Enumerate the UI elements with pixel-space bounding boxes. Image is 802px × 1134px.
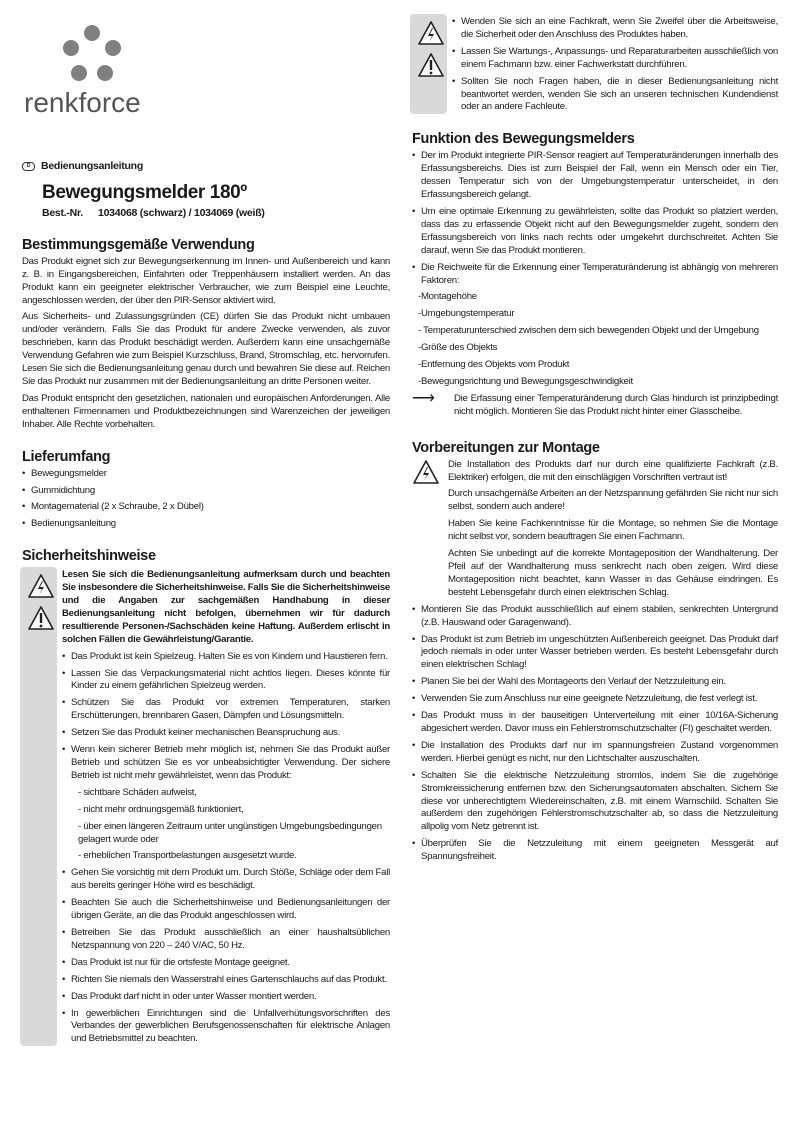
sub-item: -Bewegungsrichtung und Bewegungsgeschwindigkeit: [418, 375, 633, 387]
bullet-item: • In gewerblichen Einrichtungen sind die Unfallverhütungsvorschriften des Verbandes der gewerblichen Berufsgenossenschaften für elektrische Anlagen und Betriebsmittel zu beachten.: [62, 1008, 390, 1047]
bullet-item: • Lassen Sie Wartungs-, Anpassungs- und Reparaturarbeiten ausschließlich von einem Fachmann bzw. einer Fachwerkstatt durchführen.: [452, 46, 778, 72]
bullet-item: • Das Produkt ist kein Spielzeug. Halten Sie es von Kindern und Haustieren fern.: [62, 651, 390, 664]
sub-item: -Montagehöhe: [418, 291, 477, 303]
language-de-icon: D: [22, 162, 35, 171]
bullet-item: • Gehen Sie vorsichtig mit dem Produkt um. Durch Stöße, Schläge oder dem Fall aus bereits geringer Höhe wird es beschädigt.: [62, 867, 390, 893]
arrow-right-icon: ⟶: [412, 389, 435, 407]
sub-item: -Umgebungstemperatur: [418, 308, 515, 320]
bullet-item: • Wenden Sie sich an eine Fachkraft, wenn Sie Zweifel über die Arbeitsweise, die Sicherheit oder den Anschluss des Produktes haben.: [452, 16, 778, 42]
sub-item: -Größe des Objekts: [418, 342, 498, 354]
safety-box: [22, 567, 390, 1046]
warning-texts: [448, 459, 778, 604]
safety-sidebar: [20, 567, 57, 1046]
warning-text: Haben Sie keine Fachkenntnisse für die Montage, so nehmen Sie die Montage nicht selbst vor, sondern beauftragen Sie einen Fachmann.: [448, 518, 778, 543]
sub-item: - über einen längeren Zeitraum unter ungünstigen Umgebungsbedingungen gelagert wurde oder: [78, 820, 382, 845]
page-title: Bewegungsmelder 180º: [42, 181, 247, 203]
section-heading: Funktion des Bewegungsmelders: [412, 131, 635, 148]
warning-icon: [27, 605, 55, 631]
bullet-item: • Wenn kein sicherer Betrieb mehr möglich ist, nehmen Sie das Produkt außer Betrieb und schützen Sie es vor unbeabsichtigter Verwendung. Der sichere Betrieb ist nicht mehr gewährleistet, wenn das Produkt:: [62, 744, 390, 783]
bullet-item: • Das Produkt ist nur für die ortsfeste Montage geeignet.: [62, 957, 390, 970]
high-voltage-icon: [412, 459, 440, 604]
doc-type: [22, 160, 390, 173]
high-voltage-icon: [417, 20, 445, 46]
sub-item: - nicht mehr ordnungsgemäß funktioniert,: [78, 803, 244, 815]
warning-text: Achten Sie unbedingt auf die korrekte Montageposition der Wandhalterung. Der Pfeil auf der Wandhalterung muss senkrecht nach oben zeigen. Wird diese Montageposition nicht beachtet, kann Wasser in das Gehäuse eindringen. Es besteht Lebensgefahr durch einen elektrischen Schlag.: [448, 548, 778, 598]
left-body: [22, 236, 390, 1046]
sub-item: -Entfernung des Objekts vom Produkt: [418, 359, 570, 371]
bullet-item: • Das Produkt ist zum Betrieb im ungeschützten Außenbereich geeignet. Das Produkt darf jedoch niemals in oder unter Wasser betrieben werden. Es besteht Lebensgefahr durch einen elektrischen Schlag!: [412, 634, 778, 673]
bullet-item: • Sollten Sie noch Fragen haben, die in dieser Bedienungsanleitung nicht beantwortet werden, wenden Sie sich an unseren technischen Kundendienst oder an andere Fachleute.: [452, 76, 778, 115]
note-text: Die Erfassung einer Temperaturänderung durch Glas hindurch ist prinzipbedingt nicht möglich. Montieren Sie das Produkt nicht hinter einer Glasscheibe.: [454, 392, 778, 417]
warning-icon: [417, 52, 445, 78]
section-heading: Lieferumfang: [22, 448, 111, 465]
bullet-item: • Die Reichweite für die Erkennung einer Temperaturänderung ist abhängig von mehreren Faktoren:: [412, 262, 778, 288]
safety-content: [452, 14, 778, 114]
bullet-item: • Verwenden Sie zum Anschluss nur eine geeignete Netzzuleitung, die fest verlegt ist.: [412, 693, 778, 706]
warning-block: [412, 459, 778, 604]
bullet-item: • Richten Sie niemals den Wasserstrahl eines Gartenschlauchs auf das Produkt.: [62, 974, 390, 987]
bullet-item: • Betreiben Sie das Produkt ausschließlich an einer haushaltsüblichen Netzspannung von 220 – 240 V/AC, 50 Hz.: [62, 927, 390, 953]
bullet-item: • Der im Produkt integrierte PIR-Sensor reagiert auf Temperaturänderungen innerhalb des Erfassungsbereichs. Dies ist zum Beispiel der Fall, wenn ein Mensch oder ein Tier, dessen Temperatur sich von der Umgebungstemperatur unterscheidet, in den Erfassungsbereich gelangt.: [412, 150, 778, 202]
section-heading: Bestimmungsgemäße Verwendung: [22, 236, 255, 253]
sub-item: - sichtbare Schäden aufweist,: [78, 786, 197, 798]
bullet-item: • Um eine optimale Erkennung zu gewährleisten, sollte das Produkt so platziert werden, dass das zu erfassende Objekt nicht auf den Bewegungsmelder zugeht, sondern den Erfassungsbereich von links nach rechts oder umgekehrt durchschreitet. Achten Sie darauf, wenn Sie das Produkt montieren.: [412, 206, 778, 258]
svg-text:renkforce: renkforce: [24, 87, 141, 118]
bullet-item: • Bedienungsanleitung: [22, 518, 390, 531]
paragraph: Das Produkt eignet sich zur Bewegungserkennung im Innen- und Außenbereich und kann z. B. in Eingangsbereichen, Einfahrten oder Treppenhäusern installiert werden. An das Produkt kann ein geeigneter elektrischer Verbraucher, wie zum Beispiel eine Leuchte, angeschlossen werden, der über den PIR-Sensor aktiviert wird.: [22, 255, 390, 306]
bullet-item: • Planen Sie bei der Wahl des Montageorts den Verlauf der Netzzuleitung ein.: [412, 676, 778, 689]
doc-type-label: Bedienungsanleitung: [41, 160, 144, 172]
bullet-item: • Die Installation des Produkts darf nur im spannungsfreien Zustand vorgenommen werden. Hierbei genügt es nicht, nur den Lichtschalter auszuschalten.: [412, 740, 778, 766]
section-heading: Vorbereitungen zur Montage: [412, 439, 600, 456]
sub-item: - Temperaturunterschied zwischen dem sich bewegenden Objekt und der Umgebung: [418, 325, 759, 337]
paragraph: Aus Sicherheits- und Zulassungsgründen (CE) dürfen Sie das Produkt nicht umbauen und/oder verändern. Falls Sie das Produkt für andere Zwecke verwenden, als zuvor beschrieben, kann das Produkt beschädigt werden. Außerdem kann eine unsachgemäße Verwendung Gefahren wie zum Beispiel Kurzschluss, Brand, Stromschlag, etc. hervorrufen. Lesen Sie sich die Bedienungsanleitung genau durch und bewahren Sie diese auf. Reichen Sie das Produkt nur zusammen mit der Bedienungsanleitung an dritte Personen weiter.: [22, 311, 390, 387]
left-column: [22, 160, 390, 1050]
renkforce-logo: [22, 20, 162, 120]
right-column: [412, 14, 778, 868]
order-number: Best.-Nr. 1034068 (schwarz) / 1034069 (weiß): [42, 206, 265, 219]
paragraph: Das Produkt entspricht den gesetzlichen, nationalen und europäischen Anforderungen. Alle enthaltenen Firmennamen und Produktbezeichnungen sind Warenzeichen der jeweiligen Inhaber. Alle Rechte vorbehalten.: [22, 392, 390, 430]
bullet-item: • Bewegungsmelder: [22, 468, 390, 481]
bullet-item: • Beachten Sie auch die Sicherheitshinweise und Bedienungsanleitungen der übrigen Geräte, an die das Produkt angeschlossen wird.: [62, 897, 390, 923]
bullet-item: • Schützen Sie das Produkt vor extremen Temperaturen, starken Erschütterungen, brennbaren Gasen, Dämpfen und Lösungsmitteln.: [62, 697, 390, 723]
bullet-item: • Das Produkt muss in der bauseitigen Unterverteilung mit einer 10/16A-Sicherung abgesichert werden. Davor muss ein Fehlerstromschutzschalter (FI) geschaltet werden.: [412, 710, 778, 736]
bullet-item: • Schalten Sie die elektrische Netzzuleitung stromlos, indem Sie die zugehörige Stromkreissicherung entfernen bzw. den Sicherungsautomaten abschalten. Sichern Sie diese vor unberechtigtem Wiedereinschalten, z.B. mit einem Warnschild. Schalten Sie außerdem den zugehörigen Fehlerstromschutzschalter ab, so dass die Netzzuleitung allpolig vom Netz getrennt ist.: [412, 770, 778, 835]
warning-paragraph: Lesen Sie sich die Bedienungsanleitung aufmerksam durch und beachten Sie insbesondere die Sicherheitshinweise. Falls Sie die Sicherheitshinweise und die Angaben zur sachgemäßen Handhabung in dieser Bedienungsanleitung nicht befolgen, übernehmen wir für dadurch resultierende Personen-/Sachschäden keine Haftung. Außerdem erlischt in solchen Fällen die Gewährleistung/Garantie.: [62, 569, 390, 645]
warning-text: Die Installation des Produkts darf nur durch eine qualifizierte Fachkraft (z.B. Elektriker) erfolgen, die mit den einschlägigen Vorschriften vertraut ist!: [448, 458, 778, 483]
note-block: [412, 389, 778, 423]
safety-content: [62, 567, 390, 1046]
bullet-item: • Das Produkt darf nicht in oder unter Wasser montiert werden.: [62, 991, 390, 1004]
bullet-item: • Überprüfen Sie die Netzzuleitung mit einem geeigneten Messgerät auf Spannungsfreiheit.: [412, 838, 778, 864]
bullet-item: • Lassen Sie das Verpackungsmaterial nicht achtlos liegen. Dieses könnte für Kinder zu einem gefährlichen Spielzeug werden.: [62, 668, 390, 694]
bullet-item: • Gummidichtung: [22, 485, 390, 498]
bullet-item: • Montieren Sie das Produkt ausschließlich auf einem stabilen, senkrechten Untergrund (z.B. Hauswand oder Garagenwand).: [412, 604, 778, 630]
safety-box: [412, 14, 778, 114]
warning-text: Durch unsachgemäße Arbeiten an der Netzspannung gefährden Sie nicht nur sich selbst, sondern auch andere!: [448, 488, 778, 513]
bullet-item: • Montagematerial (2 x Schraube, 2 x Dübel): [22, 501, 390, 514]
high-voltage-icon: [27, 573, 55, 599]
section-heading: Sicherheitshinweise: [22, 548, 156, 565]
sub-item: - erheblichen Transportbelastungen ausgesetzt wurde.: [78, 850, 297, 862]
bullet-item: • Setzen Sie das Produkt keiner mechanischen Beanspruchung aus.: [62, 727, 390, 740]
